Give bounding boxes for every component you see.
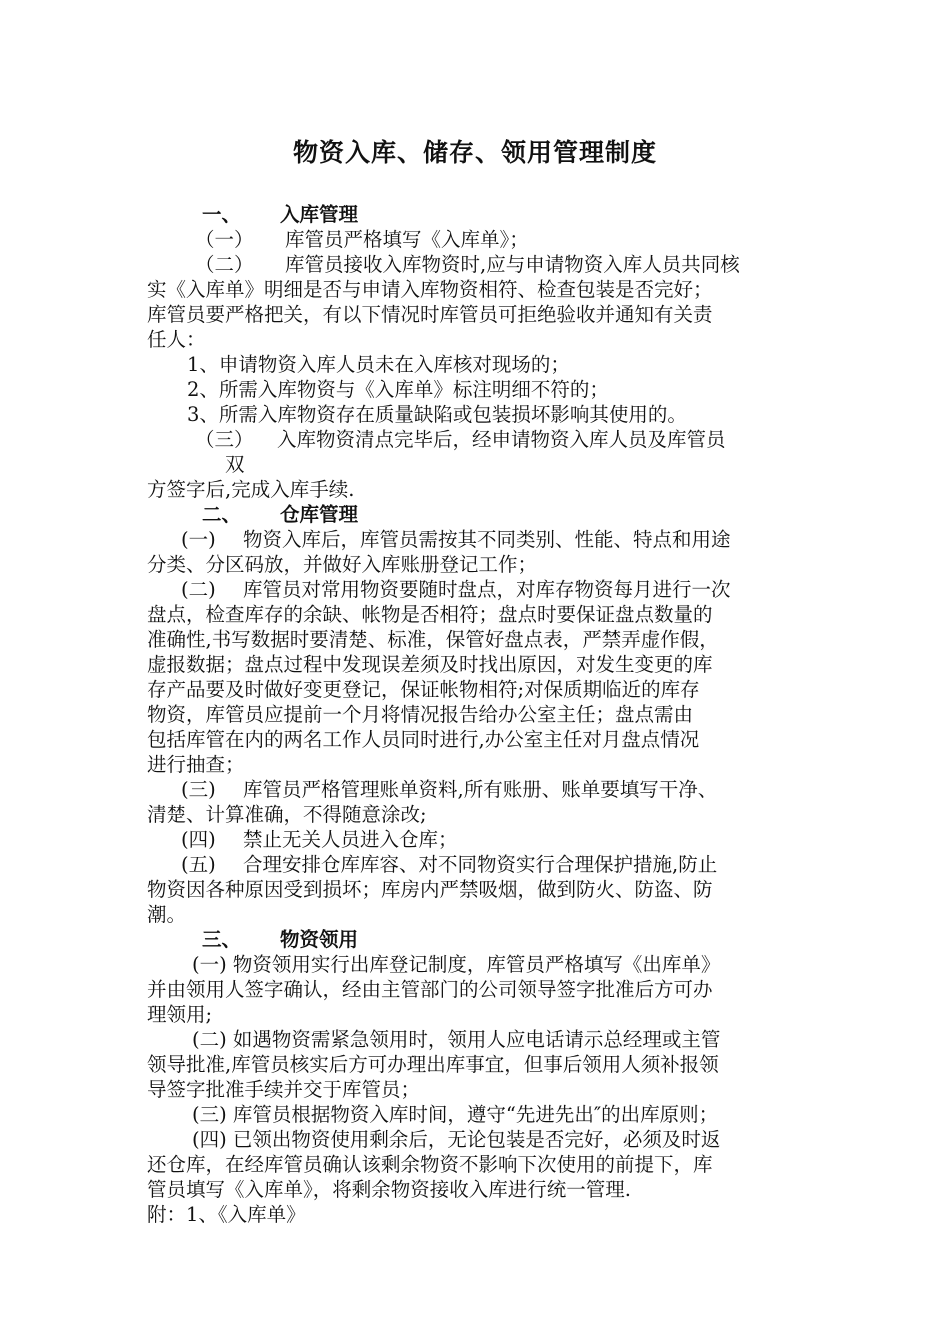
s2-item-2-line-2: 盘点，检查库存的余缺、帐物是否相符；盘点时要保证盘点数量的 <box>147 603 713 626</box>
section-3-title: 物资领用 <box>280 928 359 951</box>
s2-item-4-number: (四) <box>181 828 216 851</box>
s3-item-1-line-1: (一) 物资领用实行出库登记制度，库管员严格填写《出库单》 <box>192 953 721 976</box>
s2-item-5-line-2: 物资因各种原因受到损坏；库房内严禁吸烟，做到防火、防盗、防 <box>147 878 713 901</box>
s2-item-3-line-2: 清楚、计算准确，不得随意涂改; <box>147 803 427 826</box>
s2-item-1-line-2: 分类、分区码放，并做好入库账册登记工作； <box>147 553 538 576</box>
s3-item-3: (三) 库管员根据物资入库时间，遵守“先进先出″的出库原则； <box>192 1103 719 1126</box>
s3-item-1-line-2: 并由领用人签字确认，经由主管部门的公司领导签字批准后方可办 <box>147 978 713 1001</box>
s2-item-2-number: (二) <box>181 578 216 601</box>
s2-item-3-number: (三) <box>181 778 216 801</box>
s1-sub-1: 1、申请物资入库人员未在入库核对现场的； <box>187 353 570 376</box>
s2-item-2-line-5: 存产品要及时做好变更登记，保证帐物相符;对保质期临近的库存 <box>147 678 700 701</box>
s2-item-3-text-1: 库管员严格管理账单资料,所有账册、账单要填写干净、 <box>243 778 718 801</box>
s2-item-4 <box>147 827 807 852</box>
s2-item-1-number: (一) <box>181 528 216 551</box>
s3-item-4-line-2: 还仓库，在经库管员确认该剩余物资不影响下次使用的前提下，库 <box>147 1153 713 1176</box>
s2-item-5-number: (五) <box>181 853 216 876</box>
section-1-number: 一、 <box>202 203 242 226</box>
s3-item-1-line-3: 理领用; <box>147 1003 213 1026</box>
s1-item-3-line-1 <box>147 427 807 452</box>
s1-item-3-text-1: 入库物资清点完毕后，经申请物资入库人员及库管员 <box>277 428 726 451</box>
s1-item-2-line-4: 任人： <box>147 328 206 351</box>
s2-item-2-line-7: 包括库管在内的两名工作人员同时进行,办公室主任对月盘点情况 <box>147 728 700 751</box>
section-3-heading <box>147 927 807 952</box>
s3-item-2-line-3: 导签字批准手续并交于库管员； <box>147 1078 421 1101</box>
s2-item-2-line-6: 物资，库管员应提前一个月将情况报告给办公室主任；盘点需由 <box>147 703 694 726</box>
s1-item-1-number: （一） <box>195 228 254 251</box>
s2-item-4-text: 禁止无关人员进入仓库； <box>243 828 458 851</box>
s2-item-1-text-1: 物资入库后，库管员需按其不同类别、性能、特点和用途 <box>243 528 731 551</box>
s3-item-4-line-3: 管员填写《入库单》，将剩余物资接收入库进行统一管理. <box>147 1178 631 1201</box>
section-2-heading <box>147 502 807 527</box>
s2-item-2-line-4: 虚报数据；盘点过程中发现误差须及时找出原因，对发生变更的库 <box>147 653 713 676</box>
s1-sub-3: 3、所需入库物资存在质量缺陷或包装损坏影响其使用的。 <box>187 403 687 426</box>
s1-item-2-text-1: 库管员接收入库物资时,应与申请物资入库人员共同核 <box>285 253 740 276</box>
s1-item-2-line-3: 库管员要严格把关，有以下情况时库管员可拒绝验收并通知有关责 <box>147 303 713 326</box>
section-1-title: 入库管理 <box>280 203 359 226</box>
s2-item-1-line-1 <box>147 527 807 552</box>
s2-item-5-line-1 <box>147 852 807 877</box>
s1-item-1-text: 库管员严格填写《入库单》； <box>285 228 529 251</box>
s1-sub-2: 2、所需入库物资与《入库单》标注明细不符的； <box>187 378 609 401</box>
s2-item-2-line-3: 准确性,书写数据时要清楚、标准，保管好盘点表，严禁弄虚作假， <box>147 628 719 651</box>
section-1-heading <box>147 202 807 227</box>
document-title: 物资入库、储存、领用管理制度 <box>292 138 657 167</box>
s1-item-2-number: （二） <box>195 253 254 276</box>
s2-item-5-line-3: 潮。 <box>147 903 187 926</box>
s2-item-2-text-1: 库管员对常用物资要随时盘点，对库存物资每月进行一次 <box>243 578 731 601</box>
s2-item-5-text-1: 合理安排仓库库容、对不同物资实行合理保护措施,防止 <box>243 853 718 876</box>
s1-item-3-line-3: 方签字后,完成入库手续. <box>147 478 355 501</box>
s1-item-3-line-2: 双 <box>225 453 245 476</box>
s1-item-2-line-1 <box>147 252 807 277</box>
section-3-number: 三、 <box>202 928 242 951</box>
s1-item-1 <box>147 227 807 252</box>
s3-item-2-line-2: 领导批准,库管员核实后方可办理出库事宜，但事后领用人须补报领 <box>147 1053 719 1076</box>
s2-item-2-line-1 <box>147 577 807 602</box>
s2-item-3-line-1 <box>147 777 807 802</box>
s1-item-2-line-2: 实《入库单》明细是否与申请入库物资相符、检查包装是否完好； <box>147 278 713 301</box>
s3-item-2-line-1: (二) 如遇物资需紧急领用时，领用人应电话请示总经理或主管 <box>192 1028 721 1051</box>
section-2-number: 二、 <box>202 503 242 526</box>
s3-item-4-line-1: (四) 已领出物资使用剩余后，无论包装是否完好，必须及时返 <box>192 1128 721 1151</box>
s2-item-2-line-8: 进行抽查； <box>147 753 245 776</box>
document-body <box>147 202 807 1227</box>
s1-item-3-number: （三） <box>195 428 254 451</box>
section-2-title: 仓库管理 <box>280 503 359 526</box>
appendix-line: 附：1、《入库单》 <box>147 1203 306 1226</box>
